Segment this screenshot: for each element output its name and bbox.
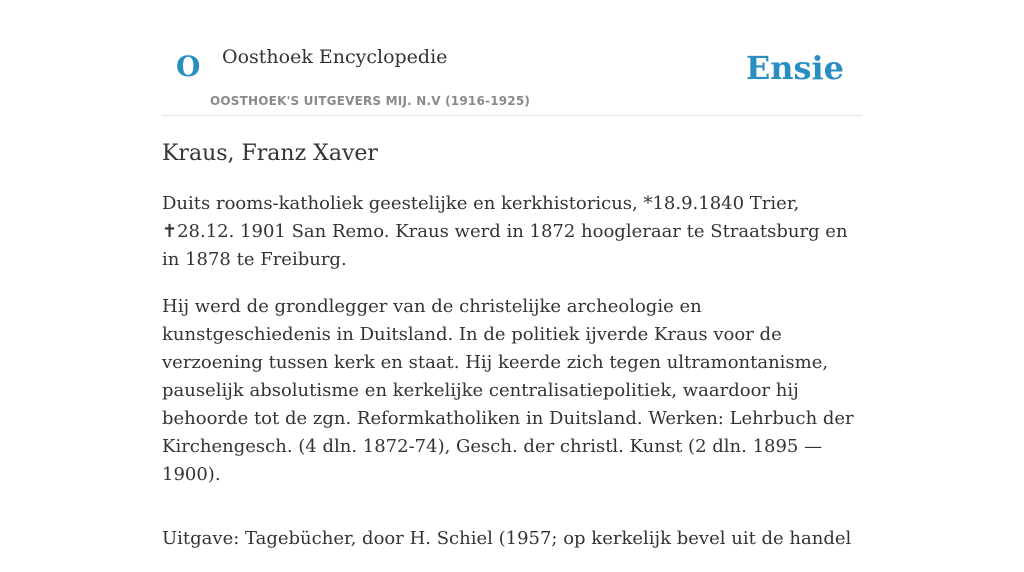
article-paragraph-1: Duits rooms-katholiek geestelijke en kerkhistoricus, *18.9.1840 Trier, ✝28.12. 1901 San Remo. Kraus werd in 1872 hoogleraar te Straatsburg en in 1878 te Freiburg. [162,193,848,270]
site-subtitle: OOSTHOEK'S UITGEVERS MIJ. N.V (1916-1925) [210,94,531,108]
site-title[interactable]: Oosthoek Encyclopedie [222,46,448,68]
article-edition-note: Uitgave: Tagebücher, door H. Schiel (1957; op kerkelijk bevel uit de handel [162,528,852,549]
article-paragraph-2: Hij werd de grondlegger van de christelijke archeologie en kunstgeschiedenis in Duitsland. In de politiek ijverde Kraus voor de verzoening tussen kerk en staat. Hij keerde zich tegen ultramontanisme, pauselijk absolutisme en kerkelijke centralisatiepolitiek, waardoor hij behoorde tot de zgn. Reformkatholiken in Duitsland. Werken: Lehrbuch der Kirchengesch. (4 dln. 1872-74), Gesch. der christl. Kunst (2 dln. 1895 — 1900). [162,296,854,485]
oosthoek-logo-icon[interactable]: O [176,50,201,83]
site-header [162,36,862,116]
article-title: Kraus, Franz Xaver [162,141,378,166]
article [162,138,862,572]
ensie-brand-link[interactable]: Ensie [745,49,844,87]
